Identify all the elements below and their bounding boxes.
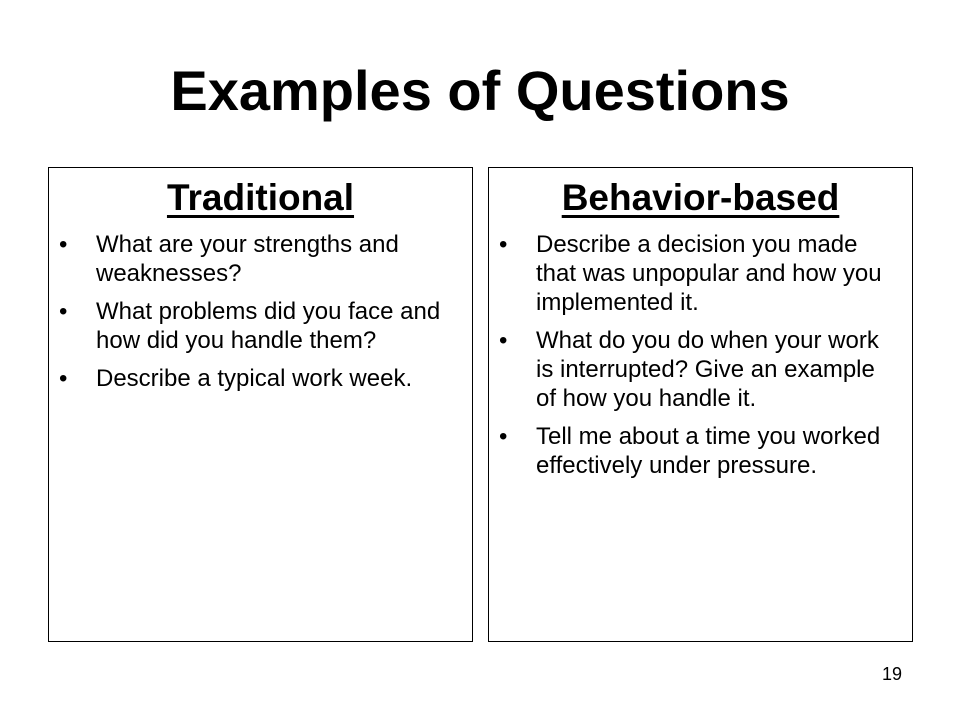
bullet-text: What are your strengths and weaknesses? [96, 231, 399, 287]
bullet-text: What problems did you face and how did you handle them? [96, 298, 441, 354]
bullet-item [489, 326, 912, 413]
bullet-text: Tell me about a time you worked effectively under pressure. [536, 423, 881, 479]
bullet-item [489, 230, 912, 317]
bullet-icon: • [499, 423, 508, 450]
behavior-based-heading: Behavior-based [561, 177, 840, 218]
page-number: 19 [881, 664, 902, 684]
bullet-item [49, 230, 472, 288]
bullet-icon: • [59, 365, 68, 392]
traditional-bullet-list [49, 230, 472, 393]
traditional-heading: Traditional [166, 177, 355, 218]
bullet-icon: • [59, 298, 68, 325]
bullet-icon: • [499, 231, 508, 258]
bullet-item [49, 297, 472, 355]
bullet-text: What do you do when your work is interrupted? Give an example of how you handle it. [536, 327, 879, 412]
slide-title: Examples of Questions [170, 59, 790, 122]
bullet-item [49, 364, 472, 393]
bullet-icon: • [59, 231, 68, 258]
bullet-item [489, 422, 912, 480]
bullet-text: Describe a typical work week. [96, 365, 413, 392]
behavior-based-panel [488, 167, 913, 642]
behavior-based-bullet-list [489, 230, 912, 480]
bullet-icon: • [499, 327, 508, 354]
traditional-panel [48, 167, 473, 642]
bullet-text: Describe a decision you made that was unpopular and how you implemented it. [536, 231, 882, 316]
